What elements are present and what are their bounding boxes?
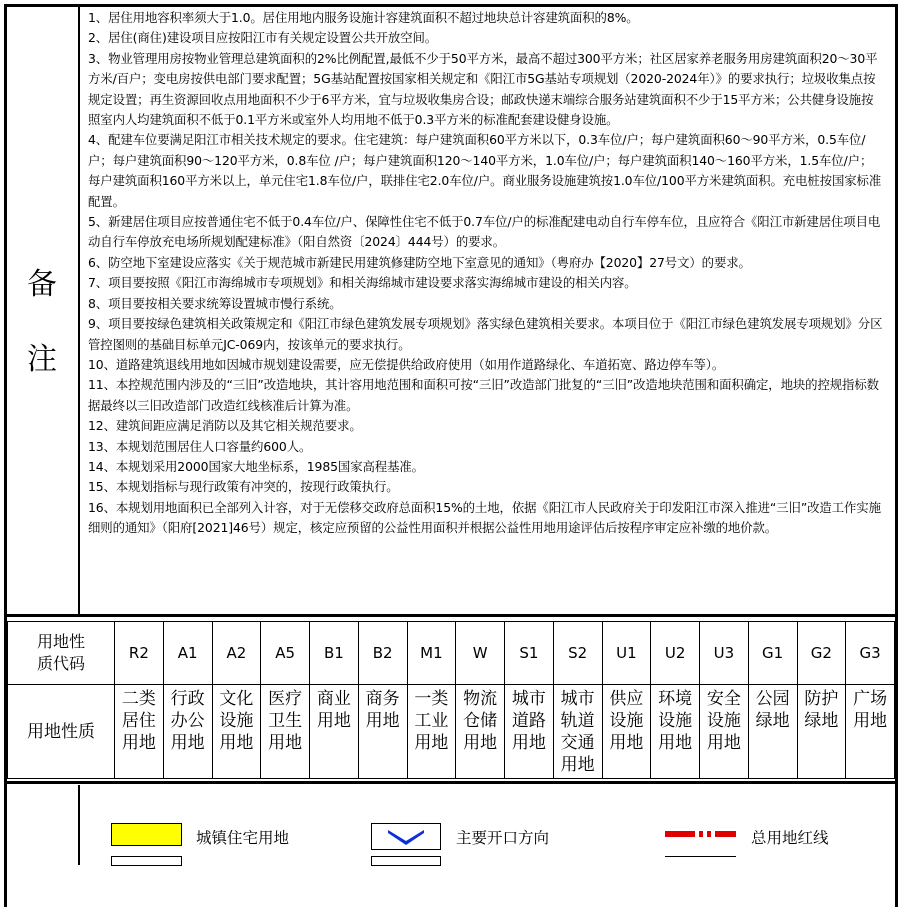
land-use-name-line: 轨道	[560, 711, 595, 731]
land-use-name-line: 设施	[658, 711, 693, 731]
land-use-name-line: 二类	[121, 689, 156, 709]
land-use-name-line: 公园	[755, 689, 790, 709]
land-use-name-line: 文化	[219, 689, 254, 709]
land-use-name-line: 设施	[609, 711, 644, 731]
land-use-name-line: 用地	[560, 755, 595, 775]
next-legend-swatch	[111, 856, 182, 866]
land-use-name-line: 用地	[219, 733, 254, 753]
land-use-name-line: 一类	[414, 689, 449, 709]
table-bottom-rule	[7, 781, 895, 784]
land-use-name-line: 工业	[414, 711, 449, 731]
code-cell: R2	[115, 622, 164, 685]
land-use-name-cell	[797, 685, 846, 779]
land-use-name-line: 防护	[804, 689, 839, 709]
land-use-name-line: 用地	[121, 733, 156, 753]
land-use-name-cell	[407, 685, 456, 779]
land-use-name-line: 交通	[560, 733, 595, 753]
land-use-name-line: 办公	[170, 711, 205, 731]
code-cell: U3	[700, 622, 749, 685]
land-use-name-line: 广场	[853, 689, 888, 709]
land-use-name-cell	[505, 685, 554, 779]
code-cell: B2	[358, 622, 407, 685]
code-cell: S1	[505, 622, 554, 685]
code-cell: M1	[407, 622, 456, 685]
note-item: 10、道路建筑退线用地如因城市规划建设需要，应无偿提供给政府使用（如用作道路绿化、车道拓宽、路边停车等）。	[88, 356, 725, 372]
redline-legend-label: 总用地红线	[751, 829, 829, 847]
note-item: 8、项目要按相关要求统筹设置城市慢行系统。	[88, 295, 342, 311]
land-use-name-cell	[651, 685, 700, 779]
notes-label-char-1: 备	[27, 267, 57, 302]
code-cell: A1	[163, 622, 212, 685]
code-header-cell	[8, 622, 115, 685]
residential-legend-label: 城镇住宅用地	[196, 829, 290, 847]
land-use-name-line: 居住	[121, 711, 156, 731]
code-cell: B1	[310, 622, 359, 685]
note-item: 16、本规划用地面积已全部列入计容，对于无偿移交政府总面积15%的土地，依据《阳江市人民政府关于印发阳江市深入推进“三旧”改造工作实施细则的通知》（阳府[2021]46号）规定，核定应预留的公益性用面积并根据公益性用地用途评估后按程序审定应补缴的地价款。	[88, 499, 881, 536]
land-use-name-line: 行政	[170, 689, 205, 709]
land-use-name-cell	[163, 685, 212, 779]
residential-swatch	[111, 823, 182, 846]
land-use-name-cell	[310, 685, 359, 779]
land-use-name-cell	[553, 685, 602, 779]
notes-bottom-rule	[7, 614, 895, 617]
land-use-name-line: 道路	[511, 711, 546, 731]
note-item: 5、新建居住项目应按普通住宅不低于0.4车位/户、保障性住宅不低于0.7车位/户的标准配建电动自行车停车位，且应符合《阳江市新建居住项目电动自行车停放充电场所规划配建标准》（阳自然资〔2024〕444号）的要求。	[88, 214, 881, 250]
code-cell: U1	[602, 622, 651, 685]
land-use-name-line: 商务	[365, 689, 400, 709]
note-item: 1、居住用地容积率须大于1.0。居住用地内服务设施计容建筑面积不超过地块总计容建筑面积的8%。	[88, 10, 639, 25]
land-use-name-line: 绿地	[804, 711, 839, 731]
land-use-name-cell	[748, 685, 797, 779]
land-use-name-cell	[846, 685, 895, 779]
land-use-name-line: 卫生	[268, 711, 303, 731]
land-use-name-cell	[456, 685, 505, 779]
land-use-name-cell	[261, 685, 310, 779]
code-cell: W	[456, 622, 505, 685]
land-use-name-line: 环境	[658, 689, 693, 709]
note-item: 4、配建车位要满足阳江市相关技术规定的要求。住宅建筑：每户建筑面积60平方米以下，0.3车位/户；每户建筑面积60～90平方米，0.5车位/户；每户建筑面积90～120平方米，0.8车位 /户；每户建筑面积120～140平方米，1.0车位/户；每户建筑面积140～160平方米，1.5车位/户；每户建筑面积160平方米以上，单元住宅1.8车位/户，联排住宅2.0车位/户。商业服务设施建筑按1.0车位/100平方米建筑面积。充电桩按国家标准配置。	[88, 132, 882, 209]
code-row	[8, 622, 895, 685]
land-use-name-line: 用地	[316, 711, 351, 731]
land-use-name-line: 绿地	[755, 711, 790, 731]
land-use-name-line: 设施	[706, 711, 741, 731]
land-use-name-cell	[212, 685, 261, 779]
legend-label-column	[7, 785, 80, 865]
code-cell: G2	[797, 622, 846, 685]
name-row	[8, 685, 895, 779]
name-header-cell: 用地性质	[8, 685, 115, 779]
land-use-name-cell	[700, 685, 749, 779]
land-use-name-line: 供应	[609, 689, 644, 709]
land-use-name-line: 用地	[658, 733, 693, 753]
land-use-name-line: 用地	[414, 733, 449, 753]
code-header-line: 用地性	[36, 632, 85, 651]
code-cell: U2	[651, 622, 700, 685]
land-use-name-line: 用地	[706, 733, 741, 753]
land-use-name-line: 用地	[268, 733, 303, 753]
opening-direction-symbol	[371, 823, 441, 850]
land-use-name-line: 安全	[706, 689, 741, 709]
land-use-name-line: 城市	[560, 689, 595, 709]
land-use-name-line: 用地	[511, 733, 546, 753]
notes-label-char-2: 注	[27, 342, 57, 377]
code-cell: A2	[212, 622, 261, 685]
code-cell: A5	[261, 622, 310, 685]
land-use-name-line: 用地	[609, 733, 644, 753]
note-item: 9、项目要按绿色建筑相关政策规定和《阳江市绿色建筑发展专项规划》落实绿色建筑相关要求。本项目位于《阳江市绿色建筑发展专项规划》分区管控图则的基础目标单元JC-069内，按该单元的要求执行。	[88, 316, 883, 352]
note-item: 11、本控规范围内涉及的“三旧”改造地块，其计容用地范围和面积可按“三旧”改造部门批复的“三旧”改造地块范围和面积确定，地块的控规指标数据最终以三旧改造部门改造红线核准后计算为准。	[88, 377, 879, 413]
notes-list	[88, 8, 884, 539]
note-item: 7、项目要按照《阳江市海绵城市专项规划》和相关海绵城市建设要求落实海绵城市建设的相关内容。	[88, 275, 637, 291]
chevron-down-icon	[372, 824, 440, 849]
land-use-name-cell	[602, 685, 651, 779]
land-use-name-line: 医疗	[268, 689, 303, 709]
land-use-name-line: 仓储	[463, 711, 498, 731]
land-use-name-line: 用地	[365, 711, 400, 731]
note-item: 15、本规划指标与现行政策有冲突的，按现行政策执行。	[88, 479, 399, 495]
code-cell: G3	[846, 622, 895, 685]
next-legend-line	[665, 856, 736, 866]
code-cell: G1	[748, 622, 797, 685]
code-header-line: 质代码	[36, 654, 85, 673]
note-item: 14、本规划采用2000国家大地坐标系，1985国家高程基准。	[88, 458, 424, 474]
next-legend-symbol	[371, 856, 441, 866]
land-use-name-line: 城市	[511, 689, 546, 709]
land-use-name-line: 设施	[219, 711, 254, 731]
opening-legend-label: 主要开口方向	[456, 829, 550, 847]
redline-symbol	[665, 831, 736, 837]
code-cell: S2	[553, 622, 602, 685]
land-use-table	[7, 621, 895, 779]
note-item: 6、防空地下室建设应落实《关于规范城市新建民用建筑修建防空地下室意见的通知》（粤府办【2020】27号文）的要求。	[88, 254, 751, 270]
land-use-name-line: 商业	[316, 689, 351, 709]
note-item: 3、物业管理用房按物业管理总建筑面积的2%比例配置,最低不少于50平方米，最高不超过300平方米；社区居家养老服务用房建筑面积20～30平方米/百户；变电房按供电部门要求配置；5G基站配置按国家相关规定和《阳江市5G基站专项规划（2020-2024年）》的要求执行；垃圾收集点按规定设置；再生资源回收点用地面积不少于6平方米，宜与垃圾收集房合设；邮政快递末端综合服务站建筑面积不少于15平方米；公共健身设施按照室内人均建筑面积不低于0.1平方米或室外人均用地不低于0.3平方米的标准配套建设健身设施。	[88, 50, 878, 128]
land-use-name-line: 用地	[853, 711, 888, 731]
notes-label-column	[7, 7, 80, 614]
note-item: 12、建筑间距应满足消防以及其它相关规范要求。	[88, 418, 362, 434]
land-use-name-line: 用地	[463, 733, 498, 753]
note-item: 13、本规划范围居住人口容量约600人。	[88, 438, 312, 454]
land-use-name-cell	[115, 685, 164, 779]
land-use-name-line: 用地	[170, 733, 205, 753]
land-use-name-cell	[358, 685, 407, 779]
land-use-name-line: 物流	[463, 689, 498, 709]
note-item: 2、居住(商住)建设项目应按阳江市有关规定设置公共开放空间。	[88, 30, 438, 46]
